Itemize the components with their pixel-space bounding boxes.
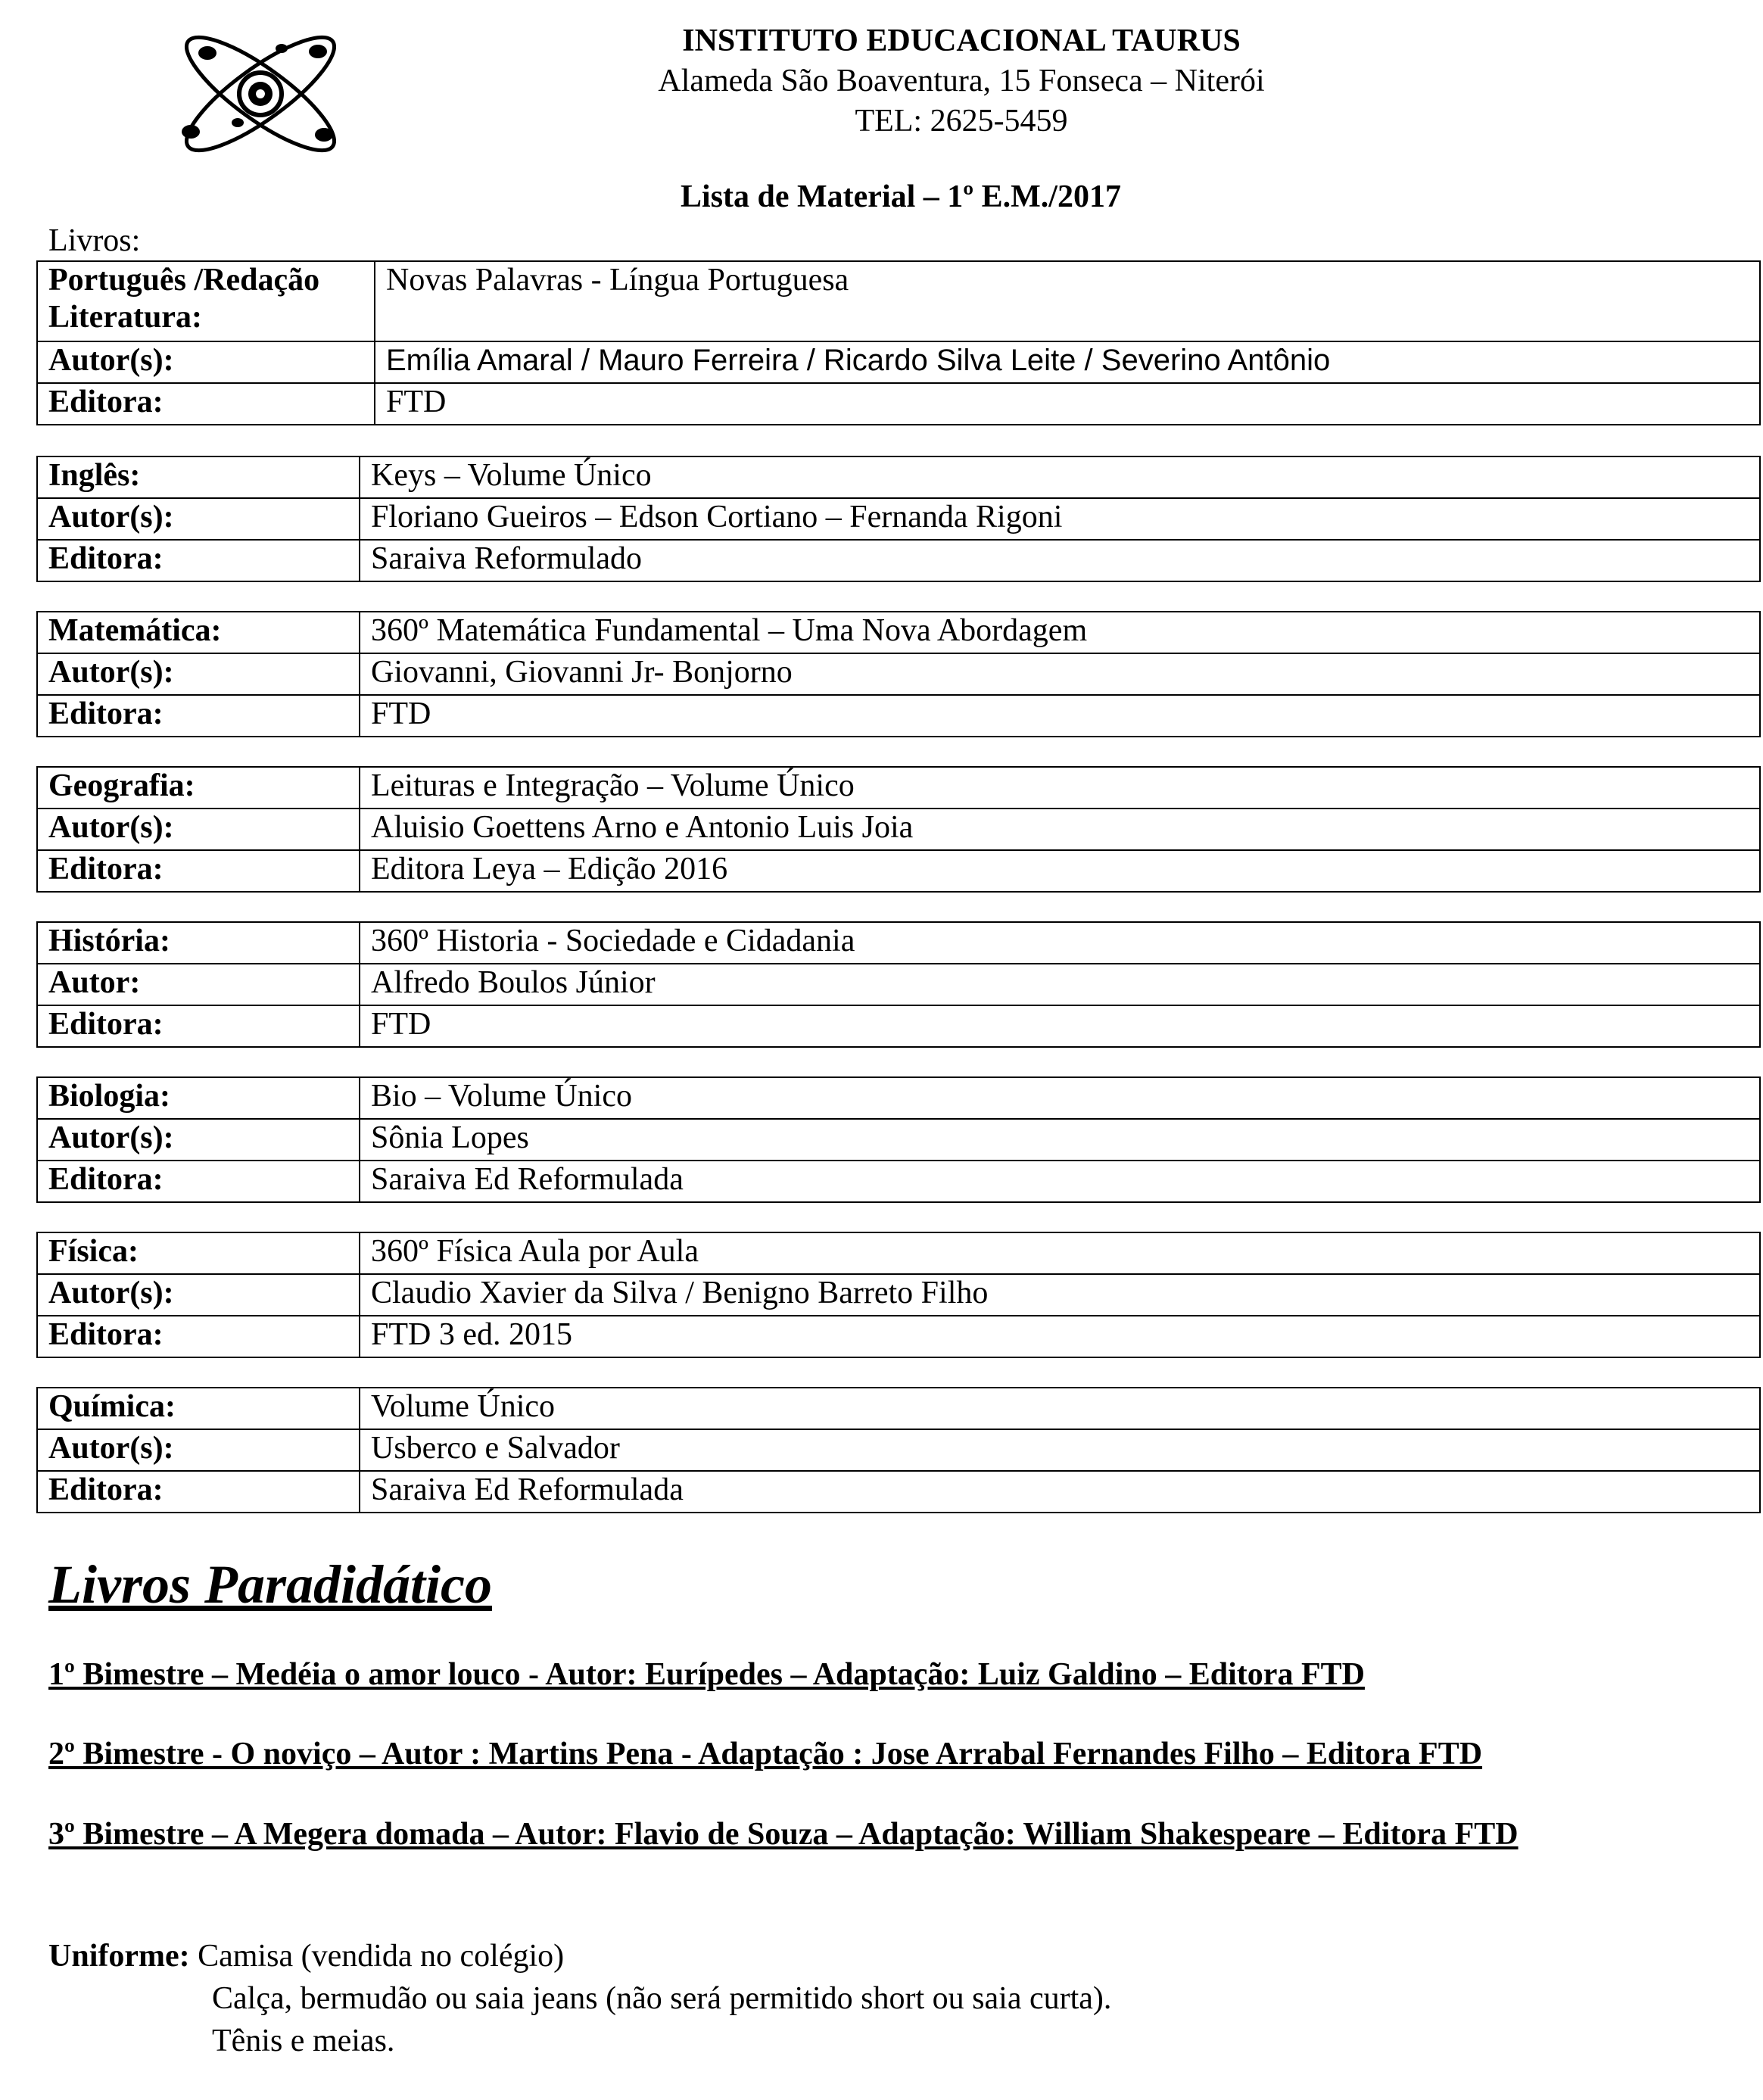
book-publisher: FTD 3 ed. 2015	[360, 1316, 1760, 1357]
publisher-label: Editora:	[37, 1471, 360, 1513]
book-title: Bio – Volume Único	[360, 1077, 1760, 1119]
book-title: Keys – Volume Único	[360, 456, 1760, 498]
subject-label: História:	[37, 922, 360, 964]
book-table-fisica	[36, 1232, 1761, 1358]
uniforme-line: Tênis e meias.	[212, 2024, 395, 2058]
subject-label: Português /Redação Literatura:	[37, 261, 375, 341]
book-publisher: Editora Leya – Edição 2016	[360, 850, 1760, 892]
school-address: Alameda São Boaventura, 15 Fonseca – Niterói	[658, 64, 1265, 98]
school-name: INSTITUTO EDUCACIONAL TAURUS	[682, 23, 1241, 58]
uniforme-line: Calça, bermudão ou saia jeans (não será permitido short ou saia curta).	[212, 1981, 1112, 2016]
bimestre-2: 2º Bimestre - O noviço – Autor : Martins Pena - Adaptação : Jose Arrabal Fernandes Filho – Editora FTD	[48, 1737, 1483, 1771]
book-author: Floriano Gueiros – Edson Cortiano – Fernanda Rigoni	[360, 498, 1760, 540]
book-title: Leituras e Integração – Volume Único	[360, 767, 1760, 809]
publisher-label: Editora:	[37, 1005, 360, 1047]
author-label: Autor(s):	[37, 653, 360, 695]
author-label: Autor(s):	[37, 1119, 360, 1161]
bimestre-1: 1º Bimestre – Medéia o amor louco - Autor: Eurípedes – Adaptação: Luiz Galdino – Editora FTD	[48, 1657, 1365, 1692]
subject-label: Inglês:	[37, 456, 360, 498]
subject-label: Biologia:	[37, 1077, 360, 1119]
book-publisher: FTD	[360, 695, 1760, 737]
book-title: 360º Física Aula por Aula	[360, 1232, 1760, 1274]
book-table-portugues	[36, 260, 1761, 425]
publisher-label: Editora:	[37, 1161, 360, 1202]
publisher-label: Editora:	[37, 383, 375, 425]
uniforme-section	[48, 1935, 1111, 2062]
subject-label: Química:	[37, 1388, 360, 1429]
uniforme-label: Uniforme:	[48, 1939, 190, 1974]
book-title: Novas Palavras - Língua Portuguesa	[375, 261, 1760, 341]
publisher-label: Editora:	[37, 695, 360, 737]
publisher-label: Editora:	[37, 1316, 360, 1357]
author-label: Autor(s):	[37, 498, 360, 540]
book-table-matematica	[36, 611, 1761, 737]
book-title: 360º Matemática Fundamental – Uma Nova Abordagem	[360, 612, 1760, 653]
book-author: Claudio Xavier da Silva / Benigno Barreto Filho	[360, 1274, 1760, 1316]
subject-label: Matemática:	[37, 612, 360, 653]
uniforme-line: Camisa (vendida no colégio)	[198, 1939, 565, 1974]
author-label: Autor:	[37, 964, 360, 1005]
book-author: Giovanni, Giovanni Jr- Bonjorno	[360, 653, 1760, 695]
book-table-quimica	[36, 1387, 1761, 1513]
bimestre-3: 3º Bimestre – A Megera domada – Autor: Flavio de Souza – Adaptação: William Shakespeare – Editora FTD	[48, 1817, 1518, 1852]
livros-label: Livros:	[48, 223, 141, 258]
book-author: Usberco e Salvador	[360, 1429, 1760, 1471]
book-table-historia	[36, 921, 1761, 1048]
book-publisher: Saraiva Ed Reformulada	[360, 1471, 1760, 1513]
book-table-geografia	[36, 766, 1761, 893]
book-author: Alfredo Boulos Júnior	[360, 964, 1760, 1005]
book-publisher: Saraiva Ed Reformulada	[360, 1161, 1760, 1202]
author-label: Autor(s):	[37, 809, 360, 850]
page-title: Lista de Material – 1º E.M./2017	[681, 179, 1121, 214]
author-label: Autor(s):	[37, 1429, 360, 1471]
book-author: Aluisio Goettens Arno e Antonio Luis Joia	[360, 809, 1760, 850]
book-author: Emília Amaral / Mauro Ferreira / Ricardo Silva Leite / Severino Antônio	[375, 341, 1760, 383]
paradidatico-heading: Livros Paradidático	[48, 1554, 492, 1615]
book-title: 360º Historia - Sociedade e Cidadania	[360, 922, 1760, 964]
publisher-label: Editora:	[37, 850, 360, 892]
book-publisher: FTD	[360, 1005, 1760, 1047]
book-author: Sônia Lopes	[360, 1119, 1760, 1161]
school-header	[545, 21, 1378, 142]
book-title: Volume Único	[360, 1388, 1760, 1429]
school-phone: TEL: 2625-5459	[855, 104, 1068, 139]
author-label: Autor(s):	[37, 341, 375, 383]
publisher-label: Editora:	[37, 540, 360, 581]
book-publisher: FTD	[375, 383, 1760, 425]
author-label: Autor(s):	[37, 1274, 360, 1316]
subject-label: Física:	[37, 1232, 360, 1274]
book-publisher: Saraiva Reformulado	[360, 540, 1760, 581]
book-table-ingles	[36, 456, 1761, 582]
book-table-biologia	[36, 1076, 1761, 1203]
atom-logo-icon	[168, 17, 353, 171]
subject-label: Geografia:	[37, 767, 360, 809]
